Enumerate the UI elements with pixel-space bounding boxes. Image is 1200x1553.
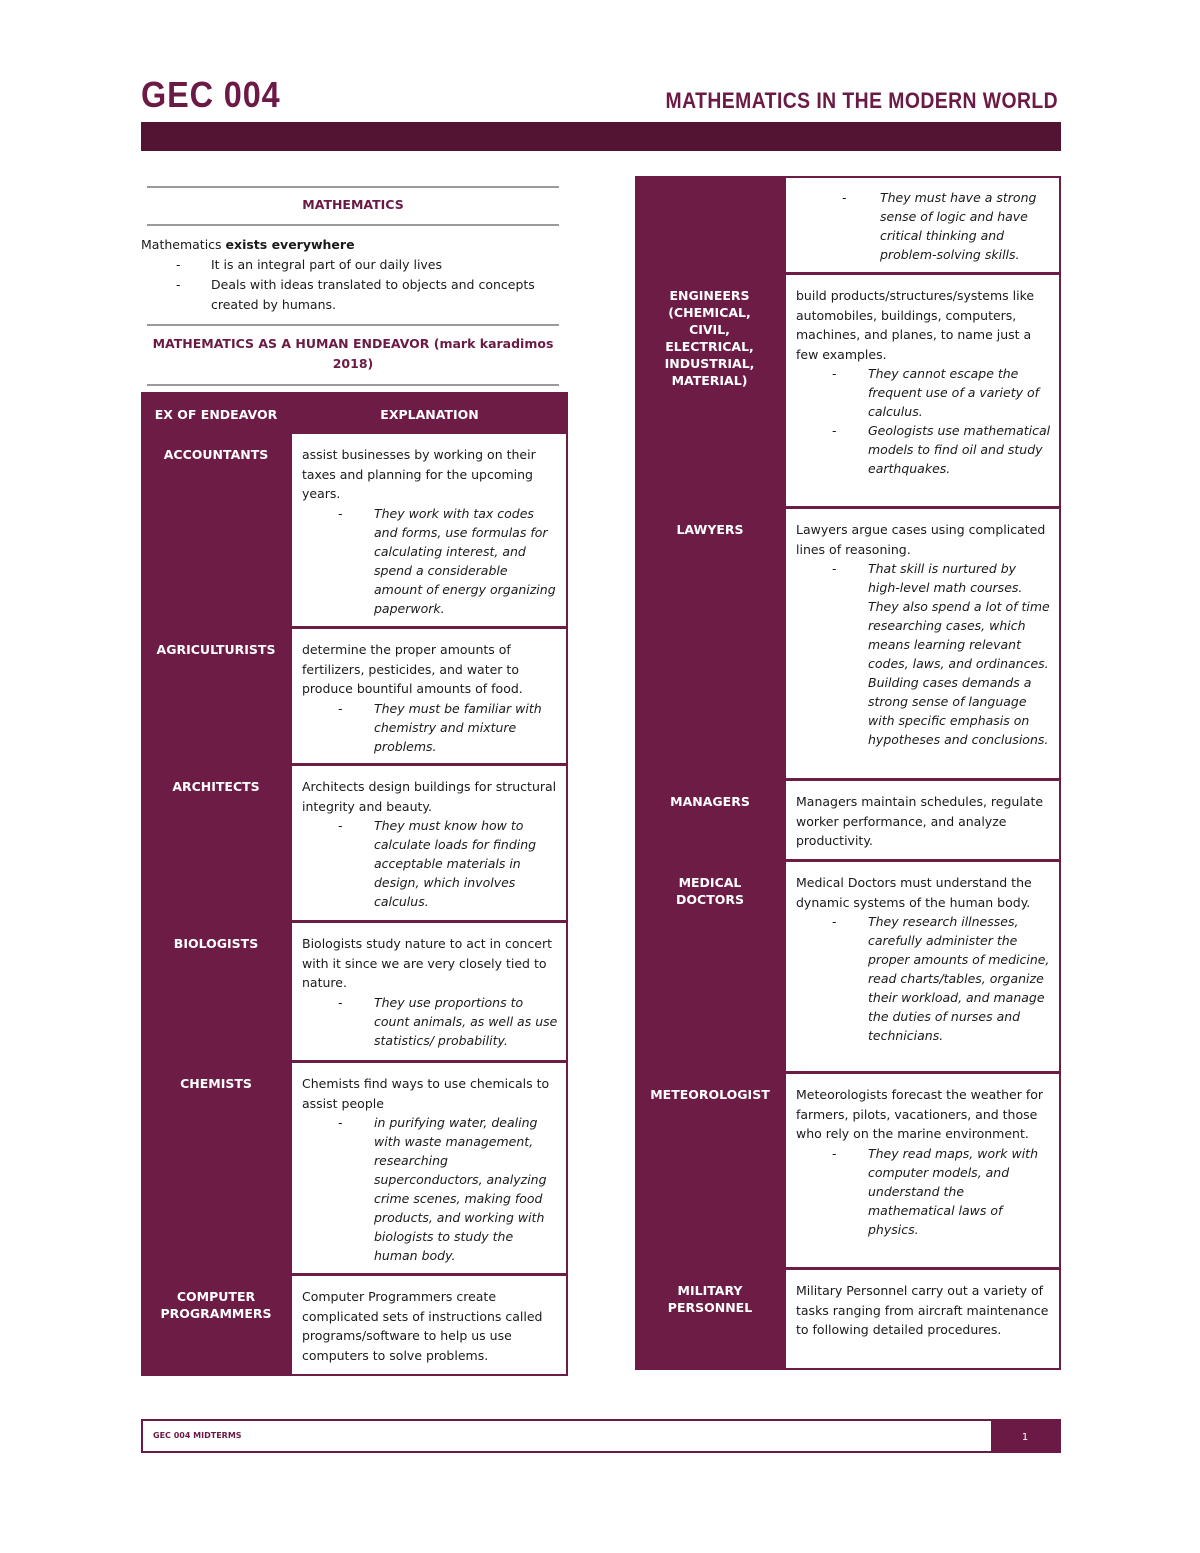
row-category: BIOLOGISTS — [173, 936, 259, 951]
explanation-text: build products/structures/systems like automobiles, buildings, computers, machines, and planes, to name just a few examples. — [796, 288, 1035, 362]
table-row — [141, 432, 568, 628]
course-title: MATHEMATICS IN THE MODERN WORLD — [665, 88, 1058, 113]
row-explanation — [784, 779, 1061, 861]
column-header-endeavor: EX OF ENDEAVOR — [154, 407, 278, 422]
row-category: MILITARY PERSONNEL — [667, 1283, 753, 1315]
explanation-text: determine the proper amounts of fertilizers, pesticides, and water to produce bountiful amounts of food. — [302, 642, 523, 696]
divider — [147, 384, 559, 386]
section-heading: MATHEMATICS — [302, 197, 404, 212]
footer-label: GEC 004 MIDTERMS — [153, 1431, 242, 1440]
explanation-text: Architects design buildings for structural integrity and beauty. — [302, 779, 557, 814]
explanation-text: Meteorologists forecast the weather for farmers, pilots, vacationers, and those who rely on the marine environment. — [796, 1087, 1044, 1141]
explanation-bullet: - They research illnesses, carefully administer the proper amounts of medicine, read charts/tables, organize their workload, and manage the duties of nurses and technicians. — [832, 914, 1050, 1043]
table-row — [635, 273, 1061, 508]
explanation-text: Chemists find ways to use chemicals to assist people — [302, 1076, 550, 1111]
table-row — [635, 860, 1061, 1073]
row-explanation — [784, 1268, 1061, 1370]
explanation-text: Medical Doctors must understand the dynamic systems of the human body. — [796, 875, 1032, 910]
table-row — [141, 627, 568, 765]
table-row — [141, 921, 568, 1062]
page-number: 1 — [991, 1421, 1059, 1451]
row-explanation — [784, 1072, 1061, 1269]
table-row — [141, 764, 568, 922]
row-explanation — [784, 273, 1061, 508]
explanation-bullet: - They cannot escape the frequent use of a variety of calculus. — [832, 366, 1040, 419]
intro-bold: exists everywhere — [225, 237, 355, 252]
column-header-explanation: EXPLANATION — [380, 407, 479, 422]
row-category: CHEMISTS — [180, 1076, 252, 1091]
row-category: MEDICAL DOCTORS — [676, 875, 744, 907]
explanation-bullet: - They must be familiar with chemistry and mixture problems. — [338, 700, 542, 754]
list-item: - Deals with ideas translated to objects and concepts created by humans. — [176, 275, 571, 315]
row-explanation — [290, 764, 568, 922]
row-category: ARCHITECTS — [172, 779, 260, 794]
explanation-bullet: - They work with tax codes and forms, use formulas for calculating interest, and spend a considerable amount of energy organizing paperwork. — [338, 505, 556, 616]
divider — [147, 224, 559, 226]
explanation-text: Managers maintain schedules, regulate worker performance, and analyze productivity. — [796, 794, 1044, 848]
list-item-text: It is an integral part of our daily lives — [211, 257, 443, 272]
row-explanation — [290, 921, 568, 1062]
explanation-text: Lawyers argue cases using complicated lines of reasoning. — [796, 522, 1046, 557]
header-bar — [141, 122, 1061, 151]
explanation-bullet: - They must have a strong sense of logic and have critical thinking and problem-solving skills. — [842, 190, 1037, 262]
table-row — [635, 176, 1061, 274]
course-code: GEC 004 — [141, 74, 281, 115]
row-category: ACCOUNTANTS — [163, 447, 269, 462]
explanation-text: Military Personnel carry out a variety of tasks ranging from aircraft maintenance to following detailed procedures. — [796, 1283, 1049, 1337]
list-item-text: Deals with ideas translated to objects and concepts created by humans. — [211, 277, 535, 312]
table-row — [141, 1274, 568, 1376]
explanation-bullet: - They use proportions to count animals, as well as use statistics/ probability. — [338, 994, 558, 1048]
row-explanation — [290, 627, 568, 765]
row-category: LAWYERS — [676, 522, 744, 537]
explanation-bullet: - They must know how to calculate loads for finding acceptable materials in design, which involves calculus. — [338, 818, 537, 909]
list-item: - It is an integral part of our daily lives — [176, 255, 571, 275]
endeavor-table-left — [141, 392, 568, 1376]
explanation-bullet: - They read maps, work with computer models, and understand the mathematical laws of physics. — [832, 1145, 1038, 1237]
table-row — [635, 1072, 1061, 1269]
row-explanation — [290, 432, 568, 628]
row-explanation — [290, 1061, 568, 1275]
explanation-bullet: - That skill is nurtured by high-level math courses. They also spend a lot of time researching cases, which means learning relevant codes, laws, and ordinances. Building cases demands a strong sense of language with specific emphasis on hypotheses and conclusions. — [832, 561, 1050, 747]
explanation-bullet: - Geologists use mathematical models to find oil and study earthquakes. — [832, 423, 1051, 476]
table-row — [141, 1061, 568, 1275]
endeavor-table-right — [635, 176, 1061, 1370]
explanation-text: assist businesses by working on their taxes and planning for the upcoming years. — [302, 447, 536, 501]
table-row — [635, 779, 1061, 861]
row-explanation — [784, 507, 1061, 780]
divider — [147, 186, 559, 188]
section-heading: MATHEMATICS AS A HUMAN ENDEAVOR (mark karadimos 2018) — [152, 336, 554, 371]
row-category: COMPUTER PROGRAMMERS — [160, 1289, 272, 1321]
intro-plain: Mathematics — [141, 237, 226, 252]
explanation-text: Biologists study nature to act in concert with it since we are very closely tied to nature. — [302, 936, 553, 990]
row-category: ENGINEERS (CHEMICAL, CIVIL, ELECTRICAL, INDUSTRIAL, MATERIAL) — [664, 288, 755, 388]
row-explanation — [290, 1274, 568, 1376]
row-category: MANAGERS — [670, 794, 750, 809]
footer — [141, 1419, 1061, 1453]
explanation-bullet: - in purifying water, dealing with waste management, researching superconductors, analyzing crime scenes, making food products, and working with biologists to study the human body. — [338, 1115, 547, 1263]
row-explanation — [784, 176, 1061, 274]
row-explanation — [784, 860, 1061, 1073]
table-row — [635, 1268, 1061, 1370]
explanation-text: Computer Programmers create complicated sets of instructions called programs/software to help us use computers to solve problems. — [302, 1289, 543, 1363]
row-category: METEOROLOGIST — [650, 1087, 770, 1102]
table-row — [635, 507, 1061, 780]
intro-line — [141, 235, 355, 255]
row-category: AGRICULTURISTS — [156, 642, 276, 657]
divider — [147, 324, 559, 326]
